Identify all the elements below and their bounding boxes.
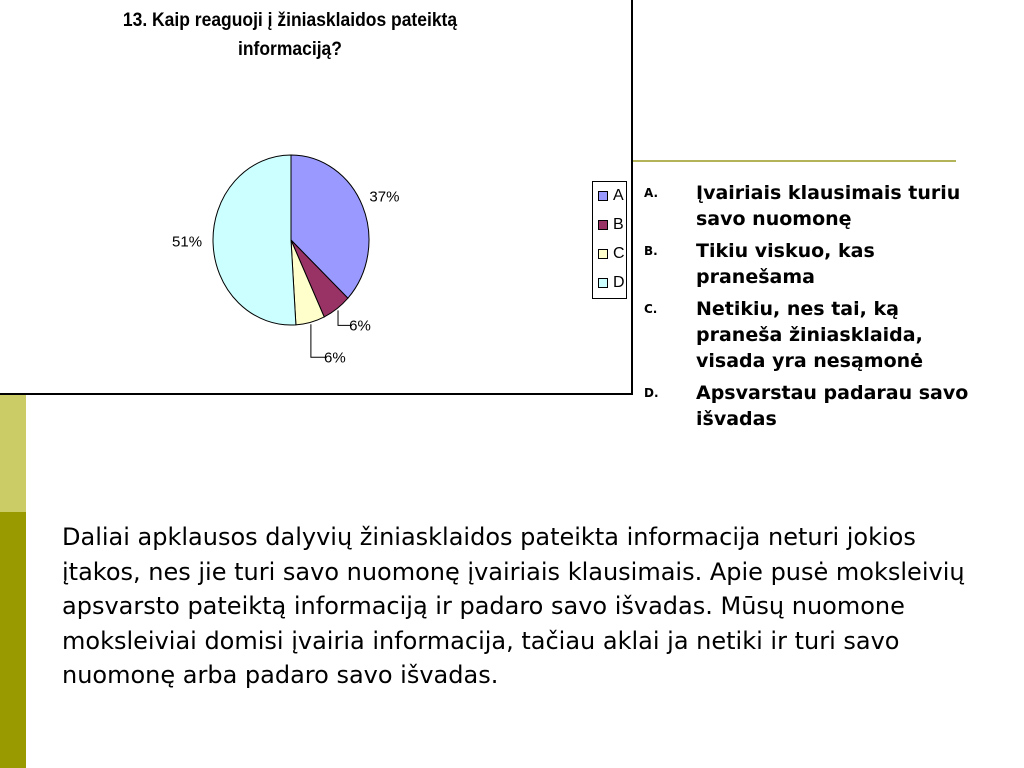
pie-data-label-c: 6% [324, 349, 346, 367]
chart-frame [0, 0, 633, 395]
pie-data-label-d: 51% [172, 233, 203, 251]
legend-label: D [613, 274, 625, 291]
answer-text: Netikiu, nes tai, ką praneša žiniasklaida, visada yra nesąmonė [696, 298, 924, 372]
divider-line [633, 160, 956, 162]
answer-text: Įvairiais klausimais turiu savo nuomonę [696, 182, 961, 230]
answer-item-b [644, 238, 984, 290]
chart-legend [592, 181, 627, 299]
legend-swatch [598, 278, 608, 288]
legend-swatch [598, 249, 608, 259]
answer-item-d [644, 380, 984, 432]
legend-label: A [613, 187, 624, 204]
answer-letter: C. [644, 302, 658, 316]
answer-letter: D. [644, 386, 659, 400]
answer-letter: A. [644, 186, 659, 200]
pie-chart [0, 0, 633, 395]
answer-text: Tikiu viskuo, kas pranešama [696, 240, 875, 288]
legend-item-b [598, 215, 624, 235]
answer-letter: B. [644, 244, 658, 258]
answer-list [644, 180, 984, 438]
pie-slice-d [213, 155, 296, 325]
legend-label: B [613, 216, 624, 233]
answer-item-a [644, 180, 984, 232]
answer-text: Apsvarstau padarau savo išvadas [696, 382, 969, 430]
answer-item-c [644, 296, 984, 374]
legend-item-c [598, 244, 625, 264]
legend-swatch [598, 220, 608, 230]
chart-title-line-2: informaciją? [238, 39, 342, 60]
side-accent-bar-dark [0, 512, 26, 768]
summary-text: Daliai apklausos dalyvių žiniasklaidos pateikta informacija neturi jokios įtakos, nes jie turi savo nuomonę įvairiais klausimais. Apie pusė moksleivių apsvarsto pateiktą informaciją ir padaro savo išvadas. Mūsų nuomone moksleiviai domisi įvairia informacija, tačiau aklai ja netiki ir turi savo nuomonę arba padaro savo išvadas. [62, 523, 965, 689]
pie-data-label-a: 37% [369, 188, 400, 206]
pie-data-label-b: 6% [349, 317, 371, 335]
legend-label: C [613, 245, 625, 262]
legend-item-a [598, 186, 624, 206]
legend-item-d [598, 273, 625, 293]
chart-title-line-1: 13. Kaip reaguoji į žiniasklaidos pateiktą [122, 10, 458, 31]
legend-swatch [598, 191, 608, 201]
